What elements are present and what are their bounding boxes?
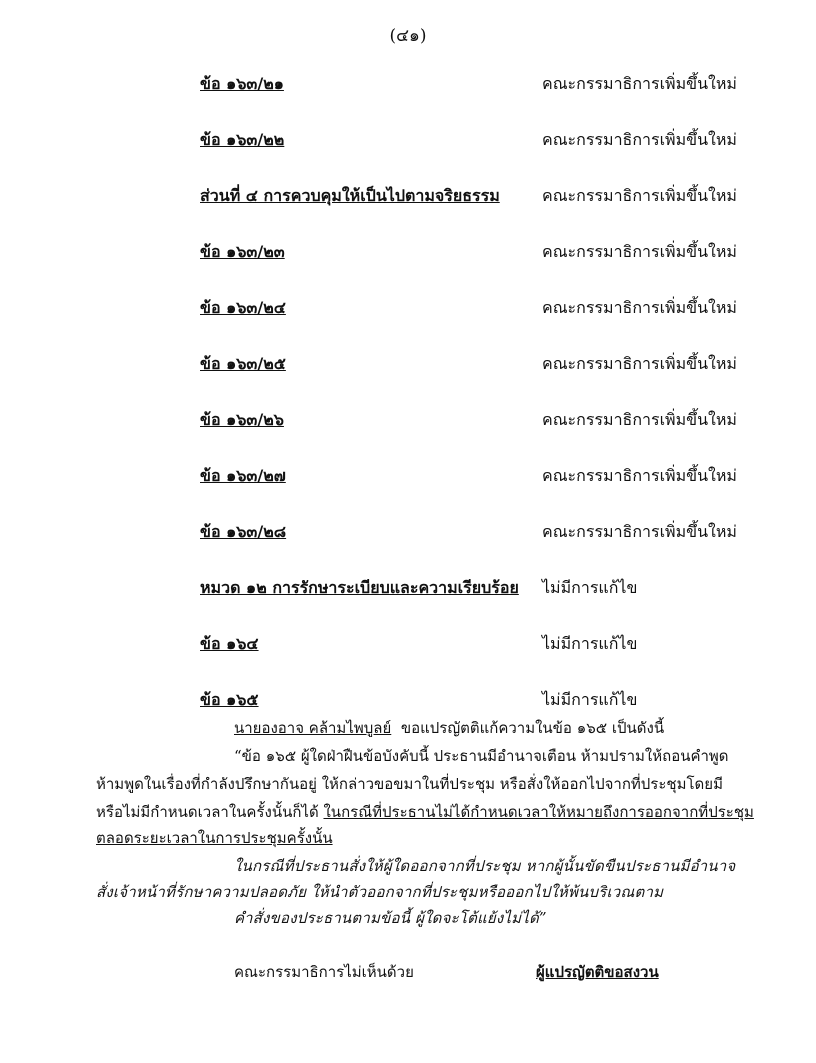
section-status: คณะกรรมาธิการเพิ่มขึ้นใหม่ — [542, 130, 737, 149]
list-item — [200, 464, 737, 490]
list-item — [200, 72, 737, 98]
amendment-line-4: ตลอดระยะเวลาในการประชุมครั้งนั้น — [96, 829, 333, 847]
section-label: ข้อ ๑๖๓/๒๒ — [200, 130, 285, 149]
proposer-name: นายองอาจ คล้ามไพบูลย์ — [234, 719, 392, 737]
amendment-line-2: ห้ามพูดในเรื่องที่กำลังปรึกษากันอยู่ ให้กล่าวขอขมาในที่ประชุม หรือสั่งให้ออกไปจากที่ประชุมโดยมี — [96, 775, 723, 793]
section-label: ข้อ ๑๖๓/๒๑ — [200, 74, 284, 93]
list-item — [200, 184, 737, 210]
struck-line-3: คำสั่งของประธานตามข้อนี้ ผู้ใดจะโต้แย้งไม่ได้” — [234, 909, 547, 927]
list-item — [200, 632, 720, 658]
page-number: (๔๑) — [389, 26, 427, 46]
section-label: หมวด ๑๒ การรักษาระเบียบและความเรียบร้อย — [200, 578, 519, 597]
amendment-intro-line — [234, 716, 664, 740]
section-status: คณะกรรมาธิการเพิ่มขึ้นใหม่ — [542, 410, 737, 429]
section-label: ข้อ ๑๖๕ — [200, 690, 259, 709]
amendment-line-3 — [96, 800, 754, 824]
amendment-line-3-underlined: ในกรณีที่ประธานไม่ได้กำหนดเวลาให้หมายถึงการออกจากที่ประชุม — [323, 803, 754, 821]
section-status: ไม่มีการแก้ไข — [542, 634, 638, 653]
list-item — [200, 576, 720, 602]
list-item — [200, 408, 737, 434]
section-label: ข้อ ๑๖๓/๒๖ — [200, 410, 284, 429]
section-label: ข้อ ๑๖๓/๒๔ — [200, 298, 286, 317]
section-status: คณะกรรมาธิการเพิ่มขึ้นใหม่ — [542, 186, 737, 205]
section-label: ข้อ ๑๖๓/๒๓ — [200, 242, 285, 261]
list-item — [200, 352, 737, 378]
section-label: ข้อ ๑๖๔ — [200, 634, 259, 653]
struck-line-1: ในกรณีที่ประธานสั่งให้ผู้ใดออกจากที่ประชุม หากผู้นั้นขัดขืนประธานมีอำนาจ — [234, 857, 736, 875]
committee-opinion: คณะกรรมาธิการไม่เห็นด้วย — [234, 963, 414, 981]
list-item — [200, 296, 737, 322]
section-label: ข้อ ๑๖๓/๒๗ — [200, 466, 286, 485]
section-status: คณะกรรมาธิการเพิ่มขึ้นใหม่ — [542, 242, 737, 261]
amendment-line-1: “ข้อ ๑๖๕ ผู้ใดฝ่าฝืนข้อบังคับนี้ ประธานมีอำนาจเตือน ห้ามปรามให้ถอนคำพูด — [234, 747, 729, 765]
section-status: ไม่มีการแก้ไข — [542, 578, 638, 597]
section-label: ส่วนที่ ๔ การควบคุมให้เป็นไปตามจริยธรรม — [200, 186, 500, 205]
amendment-line-3-plain: หรือไม่มีกำหนดเวลาในครั้งนั้นก็ได้ — [96, 803, 319, 821]
list-item — [200, 128, 737, 154]
section-status: คณะกรรมาธิการเพิ่มขึ้นใหม่ — [542, 298, 737, 317]
section-status: คณะกรรมาธิการเพิ่มขึ้นใหม่ — [542, 74, 737, 93]
list-item — [200, 240, 737, 266]
section-label: ข้อ ๑๖๓/๒๕ — [200, 354, 286, 373]
list-item — [200, 520, 737, 546]
section-label: ข้อ ๑๖๓/๒๘ — [200, 522, 287, 541]
list-item — [200, 688, 720, 714]
section-status: คณะกรรมาธิการเพิ่มขึ้นใหม่ — [542, 522, 737, 541]
section-status: คณะกรรมาธิการเพิ่มขึ้นใหม่ — [542, 466, 737, 485]
section-status: คณะกรรมาธิการเพิ่มขึ้นใหม่ — [542, 354, 737, 373]
section-status: ไม่มีการแก้ไข — [542, 690, 638, 709]
proposer-reservation: ผู้แปรญัตติขอสงวน — [536, 963, 659, 981]
amendment-intro: ขอแปรญัตติแก้ความในข้อ ๑๖๕ เป็นดังนี้ — [400, 719, 665, 737]
struck-line-2: สั่งเจ้าหน้าที่รักษาความปลอดภัย ให้นำตัวออกจากที่ประชุมหรือออกไปให้พ้นบริเวณตาม — [96, 883, 664, 901]
